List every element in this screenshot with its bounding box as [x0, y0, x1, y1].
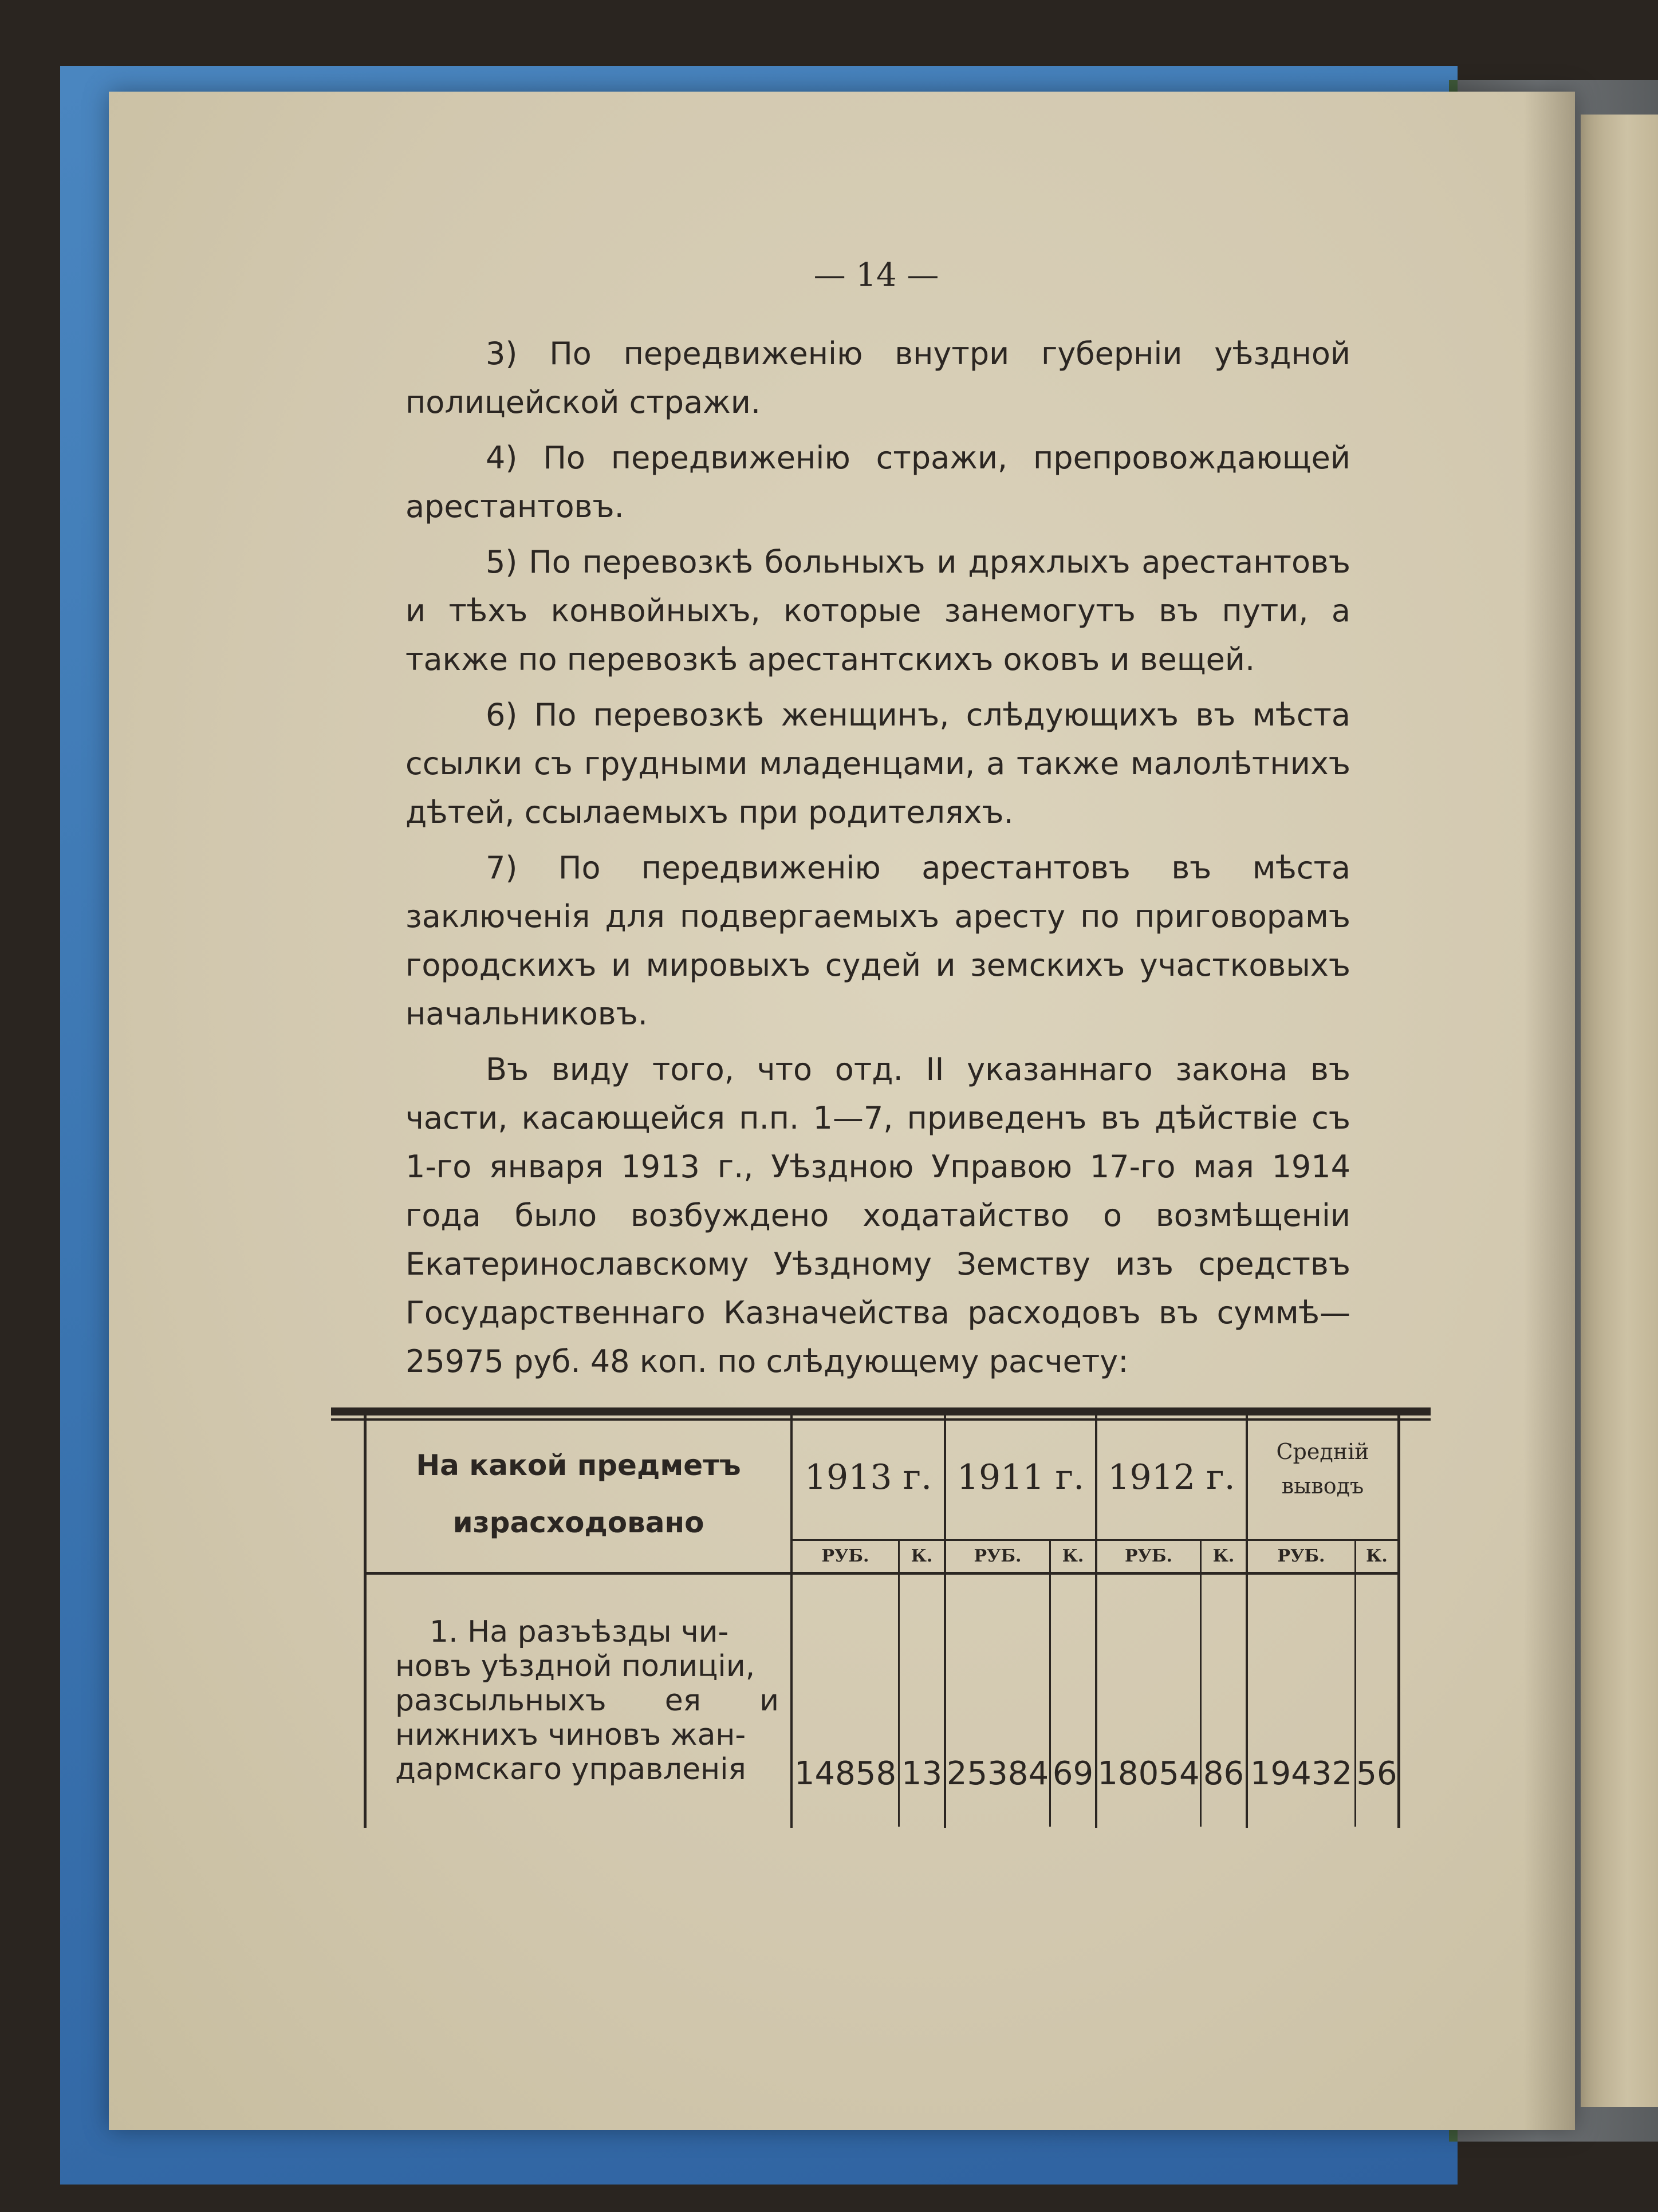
paragraph-7: 7) По передвиженію арестантовъ въ мѣста заключенія для подвергаемыхъ аресту по приговорамъ городскихъ и мировыхъ судей и земскихъ участковыхъ начальниковъ.: [405, 850, 1350, 1032]
table-row-item: [395, 1615, 779, 1787]
row-item-line: 1. На разъѣзды чи-: [430, 1615, 729, 1649]
header-bottom-rule: [367, 1572, 1399, 1575]
paragraph-main: Въ виду того, что отд. II указаннаго закона въ части, касающейся п.п. 1—7, приведенъ въ дѣйствіе съ 1-го января 1913 г., Уѣздною Управою 17-го мая 1914 года было возбуждено ходатайство о возмѣщеніи Екатеринославскому Уѣздному Земству изъ средствъ Государственнаго Казначейства расходовъ въ суммѣ—25975 руб. 48 коп. по слѣдующему расчету:: [405, 1051, 1350, 1379]
table-border-right: [1397, 1415, 1400, 1828]
table-top-rule-thin: [331, 1418, 1431, 1421]
header-item: [372, 1449, 785, 1482]
page-number: — 14 —: [813, 257, 939, 294]
sub-rub: РУБ.: [974, 1546, 1022, 1566]
value-1913-rub: 14858: [794, 1755, 897, 1792]
row-item-line: разсыльныхъ ея и: [395, 1683, 779, 1718]
table-border-left: [364, 1415, 367, 1828]
sub-kop: К.: [911, 1546, 933, 1566]
sub-rub: РУБ.: [1125, 1546, 1172, 1566]
header-average-line2: выводъ: [1281, 1473, 1364, 1499]
header-average: [1248, 1434, 1397, 1503]
body-text: [405, 329, 1350, 1386]
paragraph-5: 5) По перевозкѣ больныхъ и дряхлыхъ арестантовъ и тѣхъ конвойныхъ, которые занемогутъ въ пути, а также по перевозкѣ арестантскихъ оковъ и вещей.: [405, 544, 1350, 677]
row-item-line: новъ уѣздной полиціи,: [395, 1649, 755, 1683]
page-gutter-shadow: [1523, 92, 1575, 2130]
table-top-rule: [331, 1407, 1431, 1415]
header-year-1912: 1912 г.: [1108, 1457, 1235, 1497]
value-1912-kop: 86: [1203, 1755, 1245, 1792]
header-year-1913: 1913 г.: [804, 1457, 932, 1497]
value-average-kop: 56: [1356, 1755, 1397, 1792]
sub-rub: РУБ.: [1277, 1546, 1325, 1566]
header-item-2: [372, 1506, 785, 1539]
sub-rub: РУБ.: [821, 1546, 869, 1566]
paragraph-6: 6) По перевозкѣ женщинъ, слѣдующихъ въ мѣста ссылки съ грудными младенцами, а также малолѣтнихъ дѣтей, ссылаемыхъ при родителяхъ.: [405, 697, 1350, 830]
value-1913-kop: 13: [901, 1755, 943, 1792]
value-1911-kop: 69: [1052, 1755, 1094, 1792]
sub-kop: К.: [1366, 1546, 1388, 1566]
paragraph-4: 4) По передвиженію стражи, препровождающей арестантовъ.: [405, 440, 1350, 525]
header-item-line2: израсходовано: [452, 1506, 704, 1539]
sub-kop: К.: [1212, 1546, 1235, 1566]
value-average-rub: 19432: [1250, 1755, 1353, 1792]
row-item-line: дармскаго управленія: [395, 1752, 746, 1787]
header-average-line1: Среднiй: [1276, 1439, 1369, 1464]
subheader-rule: [793, 1539, 1399, 1541]
value-1912-rub: 18054: [1097, 1755, 1200, 1792]
next-page-edge: [1581, 115, 1658, 2107]
value-1911-rub: 25384: [946, 1755, 1049, 1792]
header-item-line1: На какой предметъ: [416, 1449, 741, 1482]
header-year-1911: 1911 г.: [956, 1457, 1085, 1497]
sub-kop: К.: [1062, 1546, 1084, 1566]
row-item-line: нижнихъ чиновъ жан-: [395, 1718, 746, 1752]
paragraph-3: 3) По передвиженію внутри губерніи уѣздной полицейской стражи.: [405, 336, 1350, 420]
